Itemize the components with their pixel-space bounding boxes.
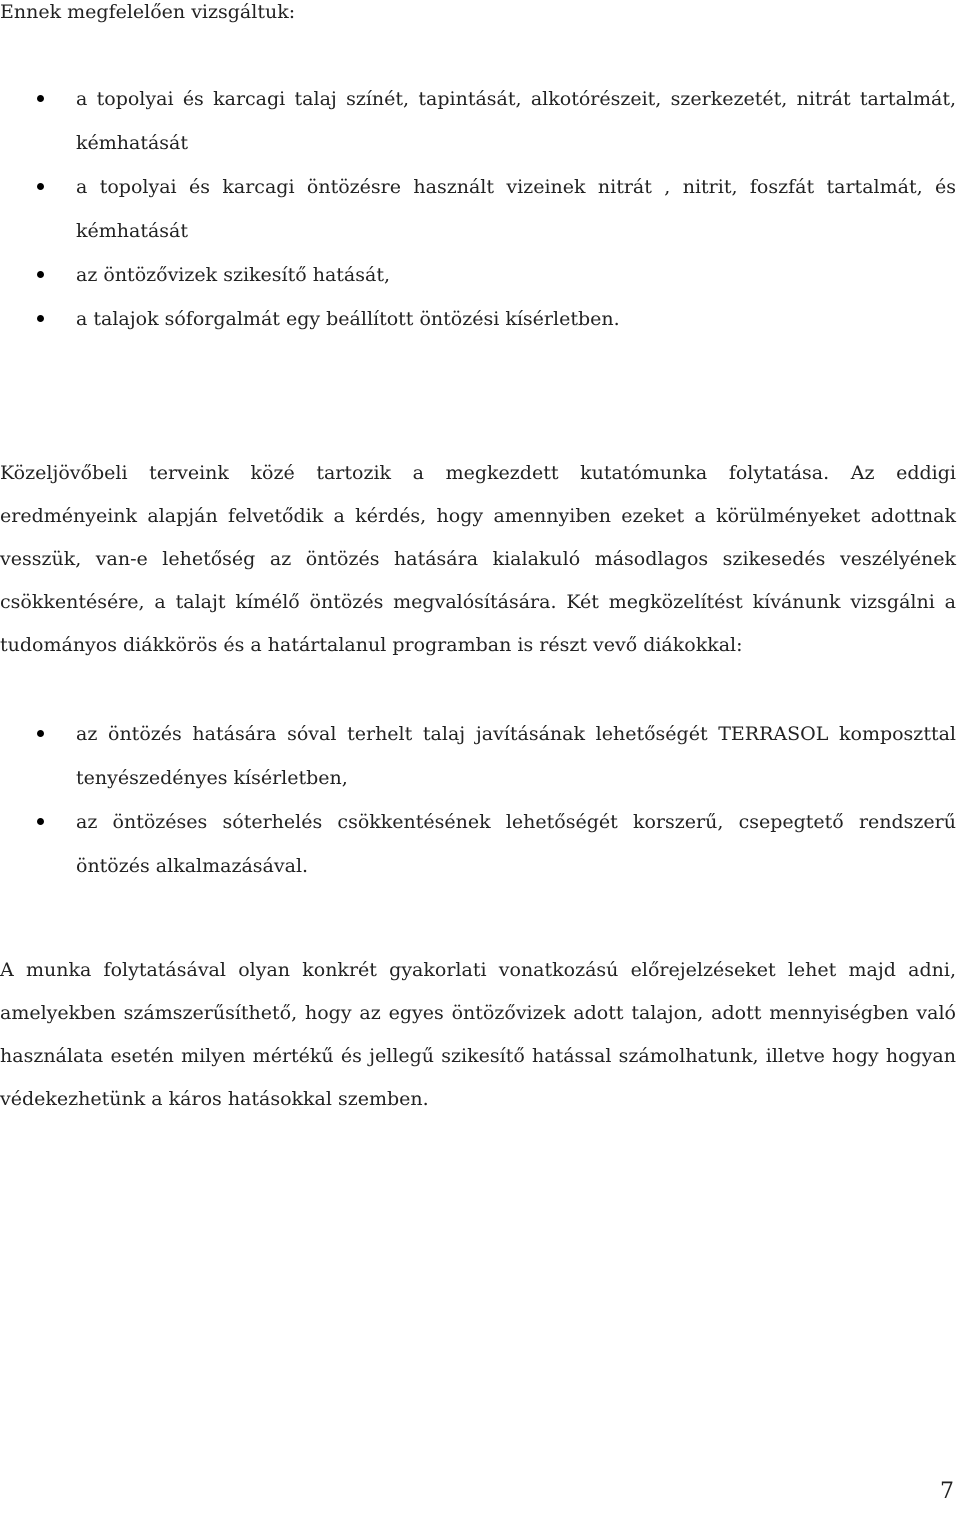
list-item-text: a topolyai és karcagi öntözésre használt vizeinek nitrát , nitrit, foszfát tartalmát, és kémhatását — [76, 176, 956, 242]
list-item — [0, 800, 956, 888]
bullet-icon — [37, 271, 44, 278]
bullet-icon — [37, 818, 44, 825]
list-item-text: az öntözés hatására sóval terhelt talaj javításának lehetőségét TERRASOL komposzttal tenyészedényes kísérletben, — [76, 723, 956, 789]
list-item-text: a topolyai és karcagi talaj színét, tapintását, alkotórészeit, szerkezetét, nitrát tartalmát, kémhatását — [76, 88, 956, 154]
list-item — [0, 253, 956, 297]
outlook-paragraph: A munka folytatásával olyan konkrét gyakorlati vonatkozású előrejelzéseket lehet majd adni, amelyekben számszerűsíthető, hogy az egyes öntözővizek adott talajon, adott mennyiségben való használata esetén milyen mértékű és jellegű szikesítő hatással számolhatunk, illetve hogy hogyan védekezhetünk a káros hatásokkal szemben. — [0, 959, 956, 1110]
page-number: 7 — [940, 1479, 954, 1504]
bullet-icon — [37, 183, 44, 190]
list-item — [0, 297, 956, 341]
bullet-icon — [37, 95, 44, 102]
approaches-list — [0, 712, 956, 888]
list-item-text: a talajok sóforgalmát egy beállított öntözési kísérletben. — [76, 308, 620, 330]
list-item-text: az öntözéses sóterhelés csökkentésének lehetőségét korszerű, csepegtető rendszerű öntözés alkalmazásával. — [76, 811, 956, 877]
bullet-icon — [37, 315, 44, 322]
intro-text: Ennek megfelelően vizsgáltuk: — [0, 1, 296, 23]
list-item — [0, 77, 956, 165]
list-item — [0, 712, 956, 800]
bullet-icon — [37, 730, 44, 737]
list-item-text: az öntözővizek szikesítő hatását, — [76, 264, 391, 286]
future-plans-paragraph: Közeljövőbeli terveink közé tartozik a megkezdett kutatómunka folytatása. Az eddigi eredményeink alapján felvetődik a kérdés, hogy amennyiben ezeket a körülményeket adottnak vesszük, van-e lehetőség az öntözés hatására kialakuló másodlagos szikesedés veszélyének csökkentésére, a talajt kímélő öntözés megvalósítására. Két megközelítést kívánunk vizsgálni a tudományos diákkörös és a határtalanul programban is részt vevő diákokkal: — [0, 462, 956, 656]
list-item — [0, 165, 956, 253]
measurement-list — [0, 77, 956, 341]
